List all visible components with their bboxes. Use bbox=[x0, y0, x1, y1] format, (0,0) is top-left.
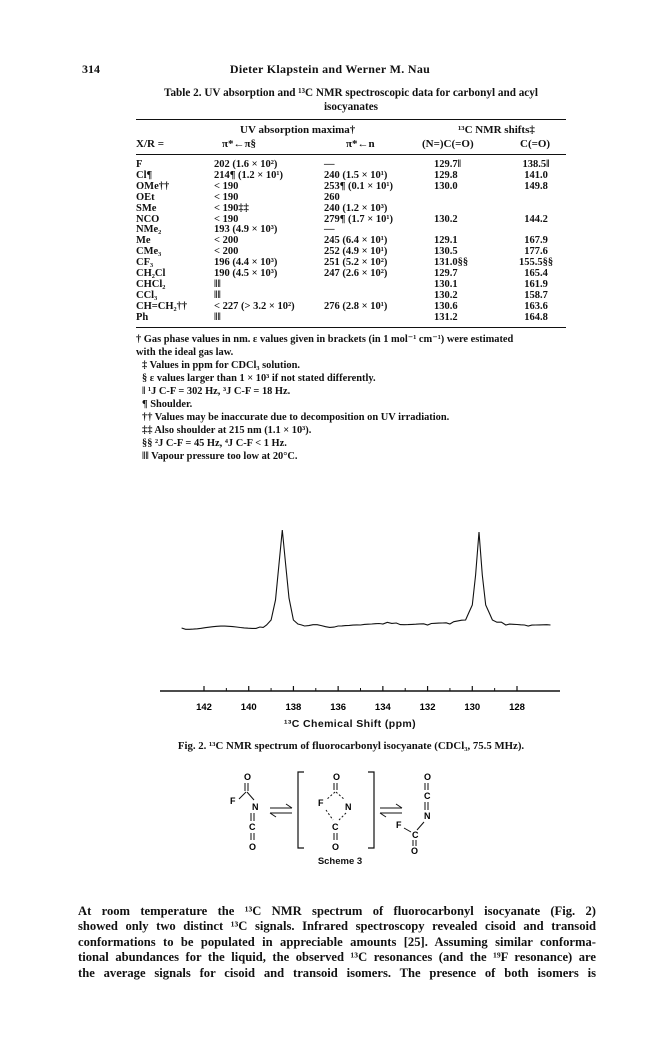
atom-label: O bbox=[333, 772, 341, 782]
table-cell: SMe bbox=[136, 202, 157, 214]
table-cell: 129.7 bbox=[434, 268, 458, 280]
footnote: with the ideal gas law. bbox=[136, 347, 234, 358]
body-line: the average signals for cisoid and transoid isomers. The presence of both isomers is bbox=[78, 965, 596, 980]
table-cell: Me bbox=[136, 235, 151, 247]
atom-label: C bbox=[412, 830, 419, 840]
table-cell bbox=[506, 193, 566, 204]
table-cell: — bbox=[324, 224, 335, 236]
equilibrium-arrow bbox=[380, 804, 402, 817]
table-body bbox=[136, 160, 566, 324]
footnote: ‡‡ Also shoulder at 215 nm (1.1 × 10³). bbox=[142, 425, 312, 436]
x-tick-label: 134 bbox=[374, 702, 391, 713]
table-cell: NMe₂ bbox=[136, 224, 162, 236]
table-cell: 144.2 bbox=[524, 213, 548, 225]
table-cell: 163.6 bbox=[524, 300, 548, 312]
table-cell: 131.0§§ bbox=[434, 257, 469, 269]
atom-label: F bbox=[318, 798, 324, 808]
table-cell: < 190 bbox=[214, 191, 239, 203]
table-cell bbox=[434, 204, 506, 215]
table-cell: CH₂Cl bbox=[136, 268, 166, 280]
nmr-spectrum-figure bbox=[0, 520, 672, 720]
table-cell: 276 (2.8 × 10¹) bbox=[324, 300, 388, 312]
atom-label: F bbox=[396, 820, 402, 830]
x-tick-label: 128 bbox=[509, 702, 525, 713]
atom-label: F bbox=[230, 796, 236, 806]
footnote: ‖ ¹J C-F = 302 Hz, ³J C-F = 18 Hz. bbox=[142, 386, 291, 397]
x-axis-title: ¹³C Chemical Shift (ppm) bbox=[283, 718, 417, 730]
table-cell: 141.0 bbox=[524, 169, 548, 181]
table-cell: 252 (4.9 × 10¹) bbox=[324, 246, 388, 258]
table-cell: 158.7 bbox=[524, 289, 548, 301]
table-cell: CCl₃ bbox=[136, 289, 158, 301]
table-cell bbox=[434, 193, 506, 204]
table-cell: 202 (1.6 × 10²) bbox=[214, 159, 278, 170]
table-cell: Ph bbox=[136, 311, 149, 323]
table-cell: — bbox=[324, 159, 335, 170]
table-row bbox=[136, 182, 566, 193]
atom-label: C bbox=[249, 822, 256, 832]
table-cell: < 200 bbox=[214, 246, 239, 258]
table-cell: CHCl₂ bbox=[136, 278, 166, 290]
table-row bbox=[136, 313, 566, 324]
table-cell: CF₃ bbox=[136, 257, 154, 269]
table-footnotes bbox=[136, 333, 568, 463]
table-cell: 130.0 bbox=[434, 180, 458, 192]
col-header-pi-pi: π*←π§ bbox=[222, 138, 257, 150]
table-cell: OMe†† bbox=[136, 180, 170, 192]
table-cell: 253¶ (0.1 × 10¹) bbox=[324, 180, 394, 192]
right-bracket bbox=[368, 772, 374, 848]
x-tick-label: 136 bbox=[330, 702, 347, 713]
x-axis-ticks bbox=[196, 686, 525, 713]
footnote: † Gas phase values in nm. ε values given in brackets (in 1 mol⁻¹ cm⁻¹) were estimated bbox=[136, 334, 514, 345]
footnote: †† Values may be inaccurate due to decomposition on UV irradiation. bbox=[142, 412, 450, 423]
atom-label: N bbox=[252, 802, 259, 812]
atom-label: O bbox=[424, 772, 432, 782]
table-row bbox=[136, 215, 566, 226]
footnote: § ε values larger than 1 × 10³ if not stated differently. bbox=[142, 373, 376, 384]
atom-label: N bbox=[345, 802, 352, 812]
running-title: Dieter Klapstein and Werner M. Nau bbox=[229, 62, 431, 76]
table-cell: < 227 (> 3.2 × 10²) bbox=[214, 300, 295, 312]
table-cell: 240 (1.5 × 10¹) bbox=[324, 169, 388, 181]
footnote: ‡ Values in ppm for CDCl₃ solution. bbox=[142, 360, 300, 371]
body-line: At room temperature the ¹³C NMR spectrum of fluorocarbonyl isocyanate (Fig. 2) bbox=[78, 904, 596, 918]
table-cell bbox=[506, 204, 566, 215]
table-cell: CMe₃ bbox=[136, 246, 162, 258]
table-bottom-rule bbox=[136, 327, 566, 328]
cisoid-isomer bbox=[230, 772, 259, 852]
table-cell: 196 (4.4 × 10³) bbox=[214, 257, 278, 269]
table-cell: 177.6 bbox=[524, 246, 548, 258]
data-table bbox=[136, 160, 566, 324]
x-tick-label: 140 bbox=[240, 702, 257, 713]
table-cell: 164.8 bbox=[524, 311, 548, 323]
table-cell: NCO bbox=[136, 213, 160, 225]
table-cell: 279¶ (1.7 × 10¹) bbox=[324, 213, 394, 225]
col-header-co: C(=O) bbox=[520, 138, 551, 150]
table-cell: OEt bbox=[136, 191, 155, 203]
col-header-nco: (N=)C(=O) bbox=[422, 138, 474, 150]
x-tick-label: 130 bbox=[464, 702, 481, 713]
table-row bbox=[136, 302, 566, 313]
atom-label: C bbox=[332, 822, 339, 832]
x-tick-label: 132 bbox=[419, 702, 436, 713]
body-line: conformations to be populated in appreciable amounts [25]. Assuming similar conforma- bbox=[78, 934, 596, 949]
table-cell: 251 (5.2 × 10²) bbox=[324, 257, 388, 269]
equilibrium-arrow bbox=[270, 804, 292, 817]
body-line: tional abundances for the liquid, the observed ¹³C resonances (and the ¹⁹F resonance) are bbox=[78, 950, 596, 965]
table-cell: F bbox=[136, 159, 143, 170]
table-cell: 161.9 bbox=[524, 278, 548, 290]
table-cell: 260 bbox=[324, 191, 340, 203]
atom-label: O bbox=[249, 842, 257, 852]
scheme-label: Scheme 3 bbox=[317, 856, 363, 867]
table-cell: 130.2 bbox=[434, 289, 458, 301]
table-cell: 130.1 bbox=[434, 278, 458, 290]
figure-caption: Fig. 2. ¹³C NMR spectrum of fluorocarbonyl isocyanate (CDCl₃, 75.5 MHz). bbox=[177, 740, 525, 752]
x-tick-label: 138 bbox=[285, 702, 302, 713]
table-row bbox=[136, 280, 566, 291]
table-cell: 245 (6.4 × 10¹) bbox=[324, 235, 388, 247]
atom-label: O bbox=[244, 772, 252, 782]
table-cell: 167.9 bbox=[524, 235, 548, 247]
table-cell: 129.8 bbox=[434, 169, 458, 181]
table-row bbox=[136, 193, 566, 204]
body-line: showed only two distinct ¹³C signals. Infrared spectroscopy revealed cisoid and transoid bbox=[78, 919, 596, 934]
table-cell: 247 (2.6 × 10²) bbox=[324, 268, 388, 280]
table-cell: ‖‖ bbox=[214, 311, 221, 323]
table-cell: < 200 bbox=[214, 235, 239, 247]
table-header-rule bbox=[136, 154, 566, 155]
table-cell: < 190‡‡ bbox=[214, 202, 249, 214]
table-cell: 129.7‖ bbox=[434, 159, 462, 170]
left-bracket bbox=[298, 772, 304, 848]
atom-label: O bbox=[411, 846, 419, 854]
footnote: ‖‖ Vapour pressure too low at 20°C. bbox=[142, 451, 298, 462]
table-caption-line: isocyanates bbox=[323, 101, 379, 113]
table-row bbox=[136, 269, 566, 280]
table-cell: < 190 bbox=[214, 213, 239, 225]
table-cell: 149.8 bbox=[524, 180, 548, 192]
table-cell: Cl¶ bbox=[136, 169, 153, 181]
spectrum-trace bbox=[182, 530, 551, 629]
table-caption bbox=[136, 86, 566, 114]
table-cell: ‖‖ bbox=[214, 278, 221, 290]
table-cell: 130.5 bbox=[434, 246, 458, 258]
col-header-pi-n: π*←n bbox=[346, 138, 375, 150]
table-cell: 190 (4.5 × 10³) bbox=[214, 268, 278, 280]
table-cell bbox=[324, 313, 434, 324]
table-cell: CH=CH₂†† bbox=[136, 300, 188, 312]
body-paragraph bbox=[78, 904, 596, 981]
col-header-xr: X/R = bbox=[136, 138, 164, 150]
table-cell: 130.2 bbox=[434, 213, 458, 225]
nmr-group-header: ¹³C NMR shifts‡ bbox=[458, 124, 535, 136]
atom-label: O bbox=[332, 842, 340, 852]
table-cell: < 190 bbox=[214, 180, 239, 192]
atom-label: C bbox=[424, 791, 431, 801]
table-cell: 214¶ (1.2 × 10¹) bbox=[214, 169, 284, 181]
transition-state bbox=[318, 772, 352, 852]
atom-label: N bbox=[424, 811, 431, 821]
table-row bbox=[136, 204, 566, 215]
scheme-3-drawing bbox=[0, 768, 672, 854]
footnote: §§ ²J C-F = 45 Hz, ⁴J C-F < 1 Hz. bbox=[142, 438, 287, 449]
table-cell: 131.2 bbox=[434, 311, 458, 323]
table-caption-line: Table 2. UV absorption and ¹³C NMR spectroscopic data for carbonyl and acyl bbox=[164, 87, 538, 99]
table-cell: 165.4 bbox=[524, 268, 548, 280]
table-cell: 155.5§§ bbox=[518, 257, 554, 269]
table-cell: 130.6 bbox=[434, 300, 458, 312]
footnote: ¶ Shoulder. bbox=[142, 399, 193, 410]
uv-group-header: UV absorption maxima† bbox=[240, 124, 356, 136]
table-cell: 138.5‖ bbox=[522, 159, 550, 170]
page-number: 314 bbox=[82, 62, 100, 76]
table-cell bbox=[324, 280, 434, 291]
x-tick-label: 142 bbox=[196, 702, 212, 713]
table-cell: 240 (1.2 × 10³) bbox=[324, 202, 388, 214]
table-cell: 129.1 bbox=[434, 235, 458, 247]
table-cell: ‖‖ bbox=[214, 289, 221, 301]
table-top-rule bbox=[136, 119, 566, 120]
table-cell: 193 (4.9 × 10³) bbox=[214, 224, 278, 236]
